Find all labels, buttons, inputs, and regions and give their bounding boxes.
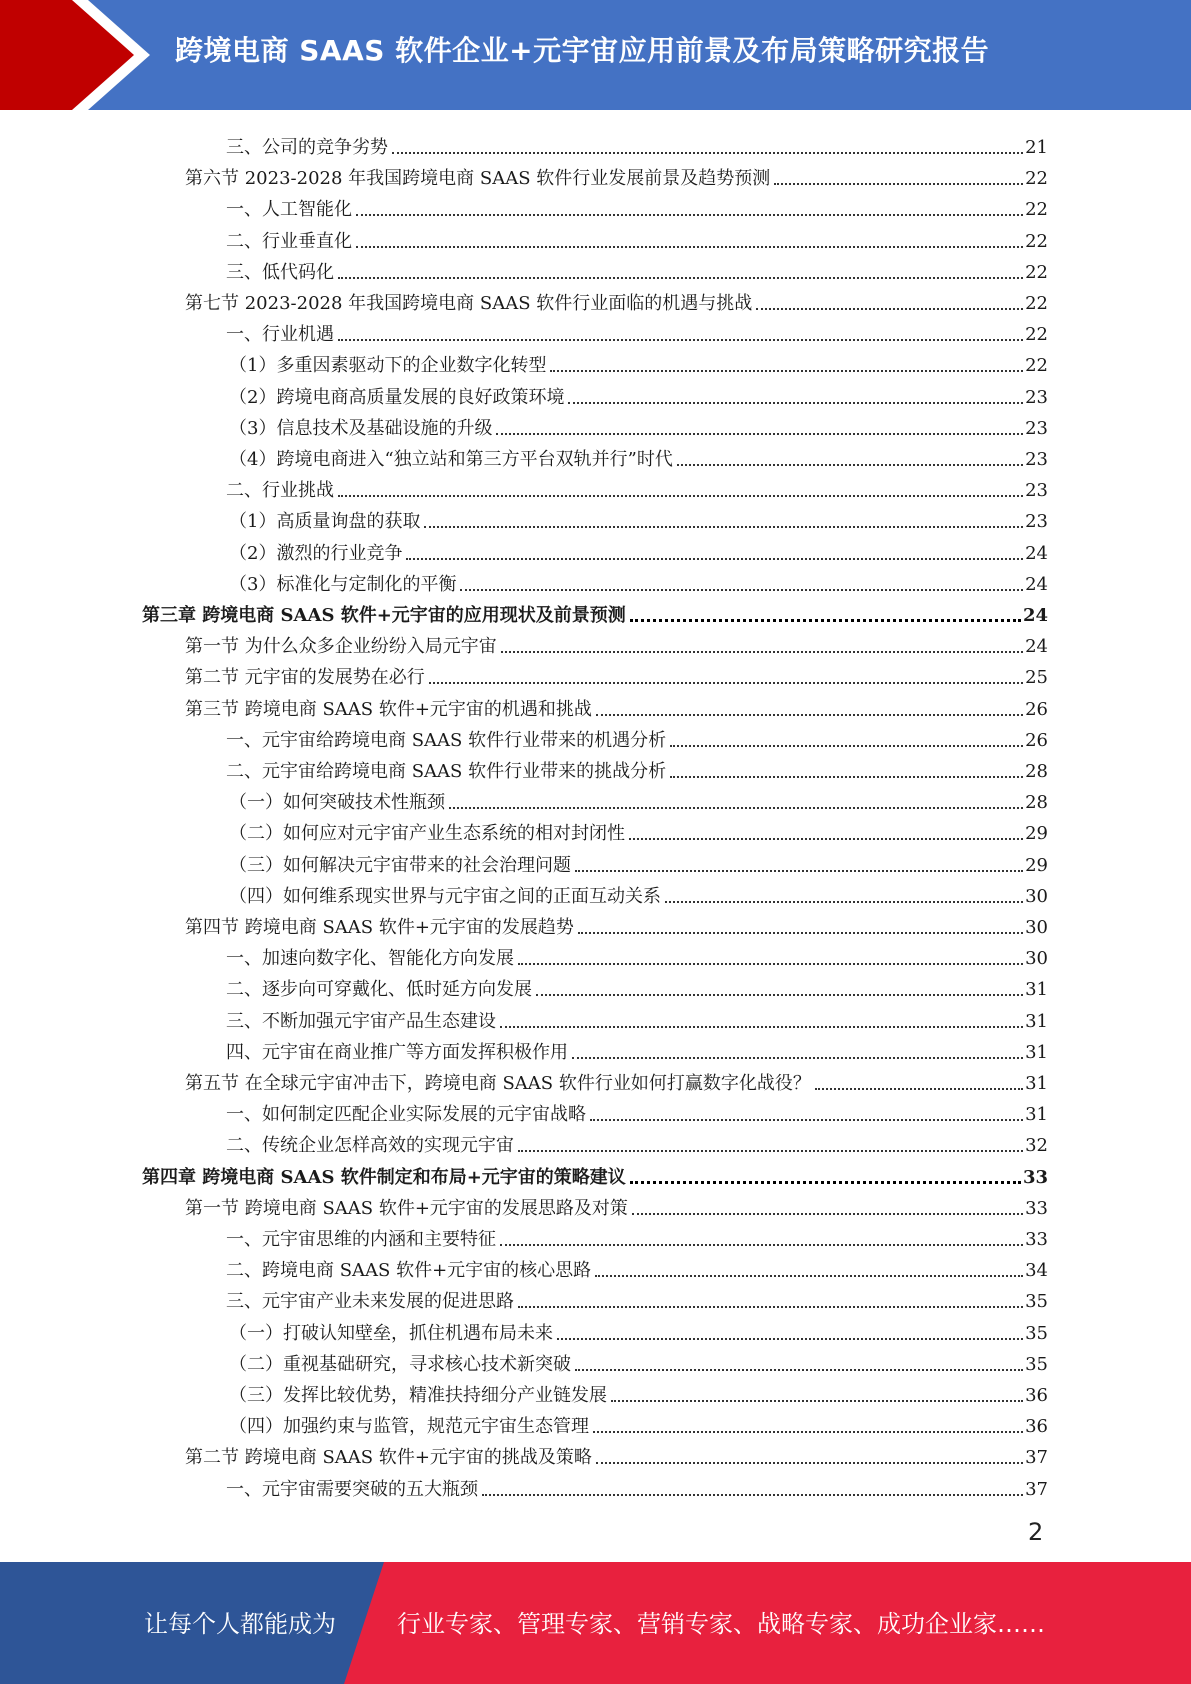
toc-entry[interactable] (226, 222, 1048, 253)
toc-entry[interactable] (229, 846, 1048, 877)
toc-dot-leader (460, 589, 1023, 591)
toc-entry-title: （四）加强约束与监管，规范元宇宙生态管理 (229, 1416, 589, 1438)
toc-dot-leader (595, 1275, 1023, 1277)
toc-dot-leader (590, 1119, 1023, 1121)
toc-entry-page: 35 (1025, 1322, 1048, 1344)
toc-dot-leader (630, 619, 1021, 622)
toc-entry-title: 第二节 元宇宙的发展势在必行 (185, 667, 425, 689)
toc-entry-page: 30 (1025, 948, 1048, 970)
toc-dot-leader (670, 776, 1023, 778)
toc-entry-page: 35 (1025, 1291, 1048, 1313)
toc-dot-leader (518, 963, 1023, 965)
toc-entry-page: 29 (1025, 823, 1048, 845)
toc-entry[interactable] (226, 1470, 1048, 1501)
toc-entry[interactable] (229, 783, 1048, 814)
toc-dot-leader (578, 932, 1023, 934)
toc-entry-title: 三、公司的竞争劣势 (226, 137, 388, 158)
toc-entry[interactable] (229, 440, 1048, 471)
toc-entry-title: 第七节 2023-2028 年我国跨境电商 SAAS 软件行业面临的机遇与挑战 (185, 293, 753, 314)
toc-entry-page: 24 (1022, 605, 1048, 626)
toc-entry-title: 第二节 跨境电商 SAAS 软件+元宇宙的挑战及策略 (185, 1447, 592, 1469)
toc-entry-title: 一、人工智能化 (226, 199, 352, 221)
toc-dot-leader (518, 1150, 1023, 1152)
toc-entry[interactable] (226, 315, 1048, 346)
toc-entry-page: 37 (1025, 1447, 1048, 1469)
toc-entry-page: 23 (1025, 511, 1048, 533)
toc-entry-title: 三、低代码化 (226, 261, 334, 283)
toc-entry-page: 28 (1025, 792, 1048, 814)
toc-dot-leader (630, 1181, 1021, 1184)
toc-entry-page: 23 (1025, 449, 1048, 470)
toc-dot-leader (356, 214, 1023, 216)
toc-dot-leader (392, 152, 1023, 154)
toc-dot-leader (557, 1338, 1023, 1340)
toc-entry[interactable] (229, 1407, 1048, 1438)
toc-entry[interactable] (226, 190, 1048, 221)
toc-dot-leader (356, 246, 1023, 248)
toc-dot-leader (449, 807, 1023, 809)
toc-entry-page: 25 (1025, 667, 1048, 689)
toc-entry-page: 24 (1025, 542, 1048, 564)
toc-dot-leader (338, 495, 1023, 497)
toc-entry[interactable] (185, 159, 1048, 190)
toc-entry-title: 一、元宇宙需要突破的五大瓶颈 (226, 1478, 478, 1500)
toc-entry-page: 33 (1025, 1229, 1048, 1250)
toc-dot-leader (424, 526, 1023, 528)
toc-entry-title: （2）跨境电商高质量发展的良好政策环境 (229, 386, 565, 408)
toc-entry-page: 23 (1025, 480, 1048, 502)
toc-entry-page: 22 (1025, 261, 1048, 283)
toc-entry-title: （二）重视基础研究，寻求核心技术新突破 (229, 1353, 571, 1375)
toc-entry[interactable] (185, 908, 1048, 939)
toc-entry-page: 26 (1025, 729, 1048, 751)
toc-entry-page: 31 (1025, 979, 1048, 1001)
toc-entry-title: （1）高质量询盘的获取 (229, 511, 421, 533)
toc-entry-page: 30 (1025, 917, 1048, 938)
toc-entry-title: （三）如何解决元宇宙带来的社会治理问题 (229, 854, 571, 876)
toc-entry-title: 第六节 2023-2028 年我国跨境电商 SAAS 软件行业发展前景及趋势预测 (185, 168, 771, 190)
toc-entry-page: 31 (1025, 1010, 1048, 1032)
toc-entry-title: 第三章 跨境电商 SAAS 软件+元宇宙的应用现状及前景预测 (142, 605, 626, 626)
toc-dot-leader (518, 1306, 1023, 1308)
toc-entry-page: 37 (1025, 1478, 1048, 1500)
toc-entry[interactable] (229, 409, 1048, 440)
toc-entry[interactable] (226, 1251, 1048, 1282)
toc-dot-leader (406, 558, 1023, 560)
toc-entry[interactable] (226, 939, 1048, 970)
toc-entry-page: 36 (1025, 1385, 1048, 1406)
toc-entry-page: 24 (1025, 573, 1048, 595)
toc-entry-title: （3）标准化与定制化的平衡 (229, 573, 457, 595)
toc-dot-leader (774, 183, 1023, 185)
toc-dot-leader (338, 277, 1023, 279)
toc-entry-page: 26 (1025, 698, 1048, 720)
toc-dot-leader (815, 1088, 1023, 1090)
toc-entry[interactable] (229, 1345, 1048, 1376)
toc-entry-page: 31 (1025, 1104, 1048, 1126)
toc-entry[interactable] (229, 534, 1048, 565)
header-red-chevron (0, 0, 134, 110)
toc-entry-title: 二、逐步向可穿戴化、低时延方向发展 (226, 979, 532, 1001)
toc-entry[interactable] (185, 658, 1048, 689)
toc-entry[interactable] (185, 1064, 1048, 1095)
toc-entry[interactable] (226, 752, 1048, 783)
toc-dot-leader (338, 339, 1023, 341)
toc-entry[interactable] (229, 1376, 1048, 1407)
toc-entry-title: 一、行业机遇 (226, 324, 334, 346)
page-number: 2 (1028, 1518, 1044, 1546)
toc-entry-title: 第四章 跨境电商 SAAS 软件制定和布局+元宇宙的策略建议 (142, 1166, 626, 1188)
toc-entry-title: 第一节 为什么众多企业纷纷入局元宇宙 (185, 636, 497, 658)
toc-entry-title: （四）如何维系现实世界与元宇宙之间的正面互动关系 (229, 885, 661, 907)
toc-entry-page: 24 (1025, 636, 1048, 658)
footer-slogan-left: 让每个人都能成为 (144, 1610, 336, 1638)
toc-entry[interactable] (142, 1158, 1048, 1189)
toc-entry[interactable] (229, 502, 1048, 533)
toc-entry[interactable] (229, 346, 1048, 377)
toc-entry-page: 22 (1025, 355, 1048, 377)
toc-entry[interactable] (226, 721, 1048, 752)
page-footer (0, 1562, 1191, 1684)
toc-entry[interactable] (229, 814, 1048, 845)
toc-dot-leader (500, 1244, 1023, 1246)
toc-dot-leader (429, 682, 1023, 684)
report-title: 跨境电商 SAAS 软件企业+元宇宙应用前景及布局策略研究报告 (175, 34, 990, 67)
toc-dot-leader (482, 1494, 1023, 1496)
toc-entry-page: 22 (1025, 293, 1048, 314)
toc-entry-page: 28 (1025, 761, 1048, 782)
toc-entry[interactable] (229, 378, 1048, 409)
toc-entry-title: 第四节 跨境电商 SAAS 软件+元宇宙的发展趋势 (185, 917, 574, 938)
toc-entry[interactable] (229, 877, 1048, 908)
toc-entry-title: 二、元宇宙给跨境电商 SAAS 软件行业带来的挑战分析 (226, 761, 667, 782)
toc-entry-page: 22 (1025, 230, 1048, 252)
toc-dot-leader (756, 308, 1023, 310)
toc-entry[interactable] (229, 1314, 1048, 1345)
toc-entry-title: 二、行业挑战 (226, 480, 334, 502)
toc-dot-leader (575, 1369, 1023, 1371)
toc-entry-title: （一）打破认知壁垒，抓住机遇布局未来 (229, 1322, 553, 1344)
toc-entry-page: 33 (1025, 1197, 1048, 1219)
toc-entry-title: 一、元宇宙给跨境电商 SAAS 软件行业带来的机遇分析 (226, 729, 667, 751)
toc-entry-title: 二、传统企业怎样高效的实现元宇宙 (226, 1135, 514, 1157)
toc-dot-leader (550, 370, 1023, 372)
toc-entry-title: （二）如何应对元宇宙产业生态系统的相对封闭性 (229, 823, 625, 845)
toc-entry[interactable] (226, 128, 1048, 159)
toc-entry-page: 22 (1025, 324, 1048, 346)
toc-entry[interactable] (185, 1438, 1048, 1469)
toc-entry-title: 第五节 在全球元宇宙冲击下，跨境电商 SAAS 软件行业如何打赢数字化战役？ (185, 1073, 811, 1094)
toc-entry-page: 22 (1025, 168, 1048, 190)
page-header (0, 0, 1191, 110)
toc-entry[interactable] (226, 253, 1048, 284)
toc-dot-leader (611, 1400, 1023, 1402)
toc-dot-leader (596, 1462, 1023, 1464)
toc-entry[interactable] (226, 1033, 1048, 1064)
toc-entry-page: 22 (1025, 199, 1048, 221)
toc-entry-title: （4）跨境电商进入“独立站和第三方平台双轨并行”时代 (229, 449, 673, 470)
toc-entry-page: 23 (1025, 417, 1048, 439)
toc-entry-title: 二、跨境电商 SAAS 软件+元宇宙的核心思路 (226, 1260, 592, 1282)
toc-entry-page: 31 (1025, 1073, 1048, 1094)
toc-entry-title: 第一节 跨境电商 SAAS 软件+元宇宙的发展思路及对策 (185, 1197, 628, 1219)
toc-dot-leader (572, 1057, 1023, 1059)
toc-entry-title: （一）如何突破技术性瓶颈 (229, 792, 445, 814)
toc-entry[interactable] (226, 1220, 1048, 1251)
toc-entry-page: 31 (1025, 1041, 1048, 1063)
toc-entry[interactable] (185, 627, 1048, 658)
toc-dot-leader (632, 1213, 1023, 1215)
toc-dot-leader (575, 870, 1023, 872)
footer-slogan-right: 行业专家、管理专家、营销专家、战略专家、成功企业家…… (397, 1610, 1045, 1638)
toc-entry-title: 三、元宇宙产业未来发展的促进思路 (226, 1291, 514, 1313)
toc-dot-leader (677, 464, 1023, 466)
toc-dot-leader (500, 1026, 1023, 1028)
toc-dot-leader (596, 714, 1023, 716)
toc-entry-title: （三）发挥比较优势，精准扶持细分产业链发展 (229, 1385, 607, 1406)
toc-dot-leader (536, 994, 1023, 996)
toc-dot-leader (593, 1431, 1023, 1433)
toc-entry[interactable] (185, 690, 1048, 721)
toc-entry[interactable] (226, 1126, 1048, 1157)
toc-dot-leader (501, 651, 1023, 653)
toc-entry-title: 一、元宇宙思维的内涵和主要特征 (226, 1229, 496, 1250)
toc-entry-page: 30 (1025, 885, 1048, 907)
toc-entry-page: 32 (1025, 1135, 1048, 1157)
toc-entry-title: 三、不断加强元宇宙产品生态建设 (226, 1010, 496, 1032)
toc-entry-title: （3）信息技术及基础设施的升级 (229, 417, 493, 439)
toc-entry-title: （2）激烈的行业竞争 (229, 542, 403, 564)
toc-entry-title: （1）多重因素驱动下的企业数字化转型 (229, 355, 547, 377)
toc-entry[interactable] (226, 471, 1048, 502)
toc-entry-title: 二、行业垂直化 (226, 230, 352, 252)
toc-entry[interactable] (226, 970, 1048, 1001)
toc-dot-leader (670, 745, 1023, 747)
toc-entry-page: 33 (1022, 1166, 1048, 1188)
toc-entry-page: 36 (1025, 1416, 1048, 1438)
toc-entry[interactable] (185, 284, 1048, 315)
toc-entry[interactable] (142, 596, 1048, 627)
toc-dot-leader (568, 402, 1023, 404)
toc-entry-page: 29 (1025, 854, 1048, 876)
toc-entry[interactable] (226, 1002, 1048, 1033)
toc-entry[interactable] (229, 565, 1048, 596)
toc-entry-page: 21 (1025, 137, 1048, 158)
toc-dot-leader (665, 901, 1023, 903)
toc-entry[interactable] (185, 1189, 1048, 1220)
toc-entry[interactable] (226, 1095, 1048, 1126)
toc-entry-title: 四、元宇宙在商业推广等方面发挥积极作用 (226, 1041, 568, 1063)
toc-entry[interactable] (226, 1282, 1048, 1313)
toc-entry-page: 35 (1025, 1353, 1048, 1375)
toc-entry-title: 一、加速向数字化、智能化方向发展 (226, 948, 514, 970)
toc-dot-leader (496, 433, 1023, 435)
toc-entry-page: 34 (1025, 1260, 1048, 1282)
toc-entry-title: 第三节 跨境电商 SAAS 软件+元宇宙的机遇和挑战 (185, 698, 592, 720)
toc-entry-page: 23 (1025, 386, 1048, 408)
toc-entry-title: 一、如何制定匹配企业实际发展的元宇宙战略 (226, 1104, 586, 1126)
toc-dot-leader (629, 838, 1023, 840)
